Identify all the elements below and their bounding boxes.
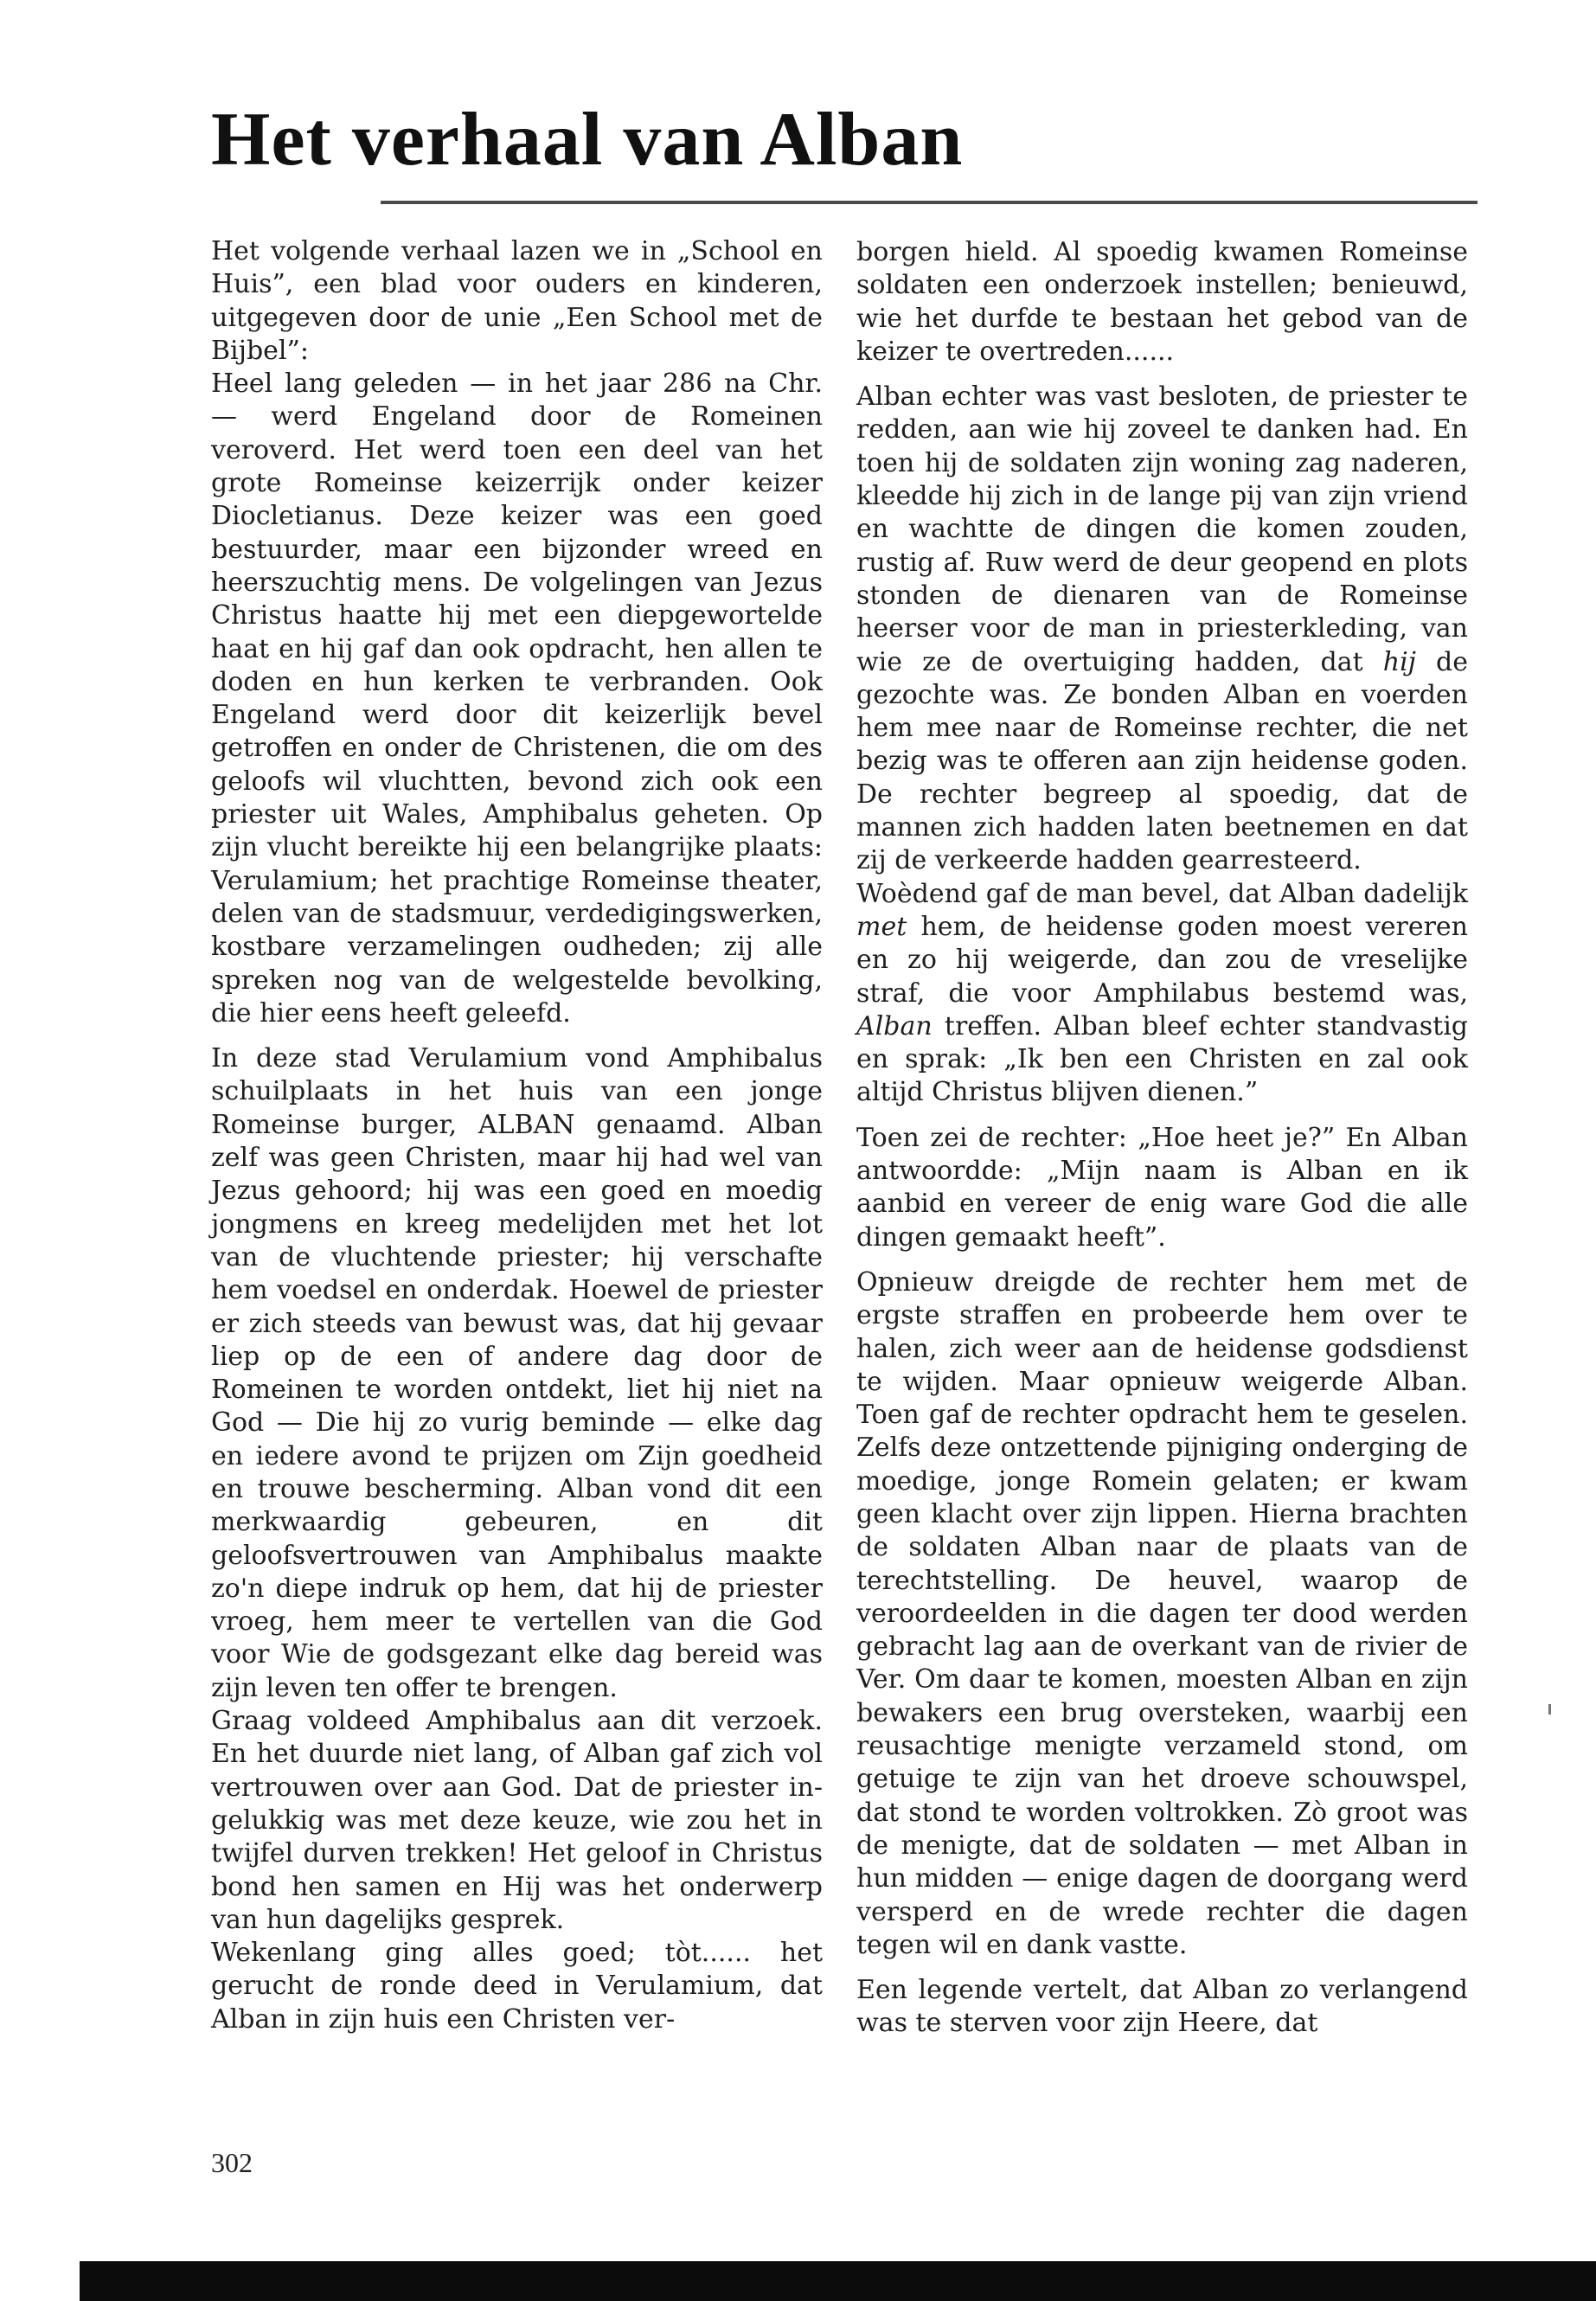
emphasis-text: met bbox=[856, 911, 907, 942]
article-title: Het verhaal van Alban bbox=[211, 98, 964, 182]
scan-bottom-edge bbox=[80, 2261, 1596, 2301]
title-rule bbox=[381, 201, 1477, 204]
paragraph-order bbox=[856, 878, 1468, 1110]
paragraph-verulamium: In deze stad Verulamium vond Amphibalus schuilplaats in het huis van een jonge Romeinse burger, ALBAN genaamd. Alban zelf was geen Christen, maar hij had wel van Jezus gehoord; hij was een goed en moedig jongmens en kreeg medelijden met het lot van de vluchtende priester; hij verschafte hem voedsel en onderdak. Hoewel de priester er zich steeds van bewust was, dat hij gevaar liep op de een of andere dag door de Romeinen te worden ontdekt, liet hij niet na God — Die hij zo vurig beminde — elke dag en iedere avond te prijzen om Zijn goedheid en trouwe bescherming. Alban vond dit een merkwaardig gebeuren, en dit geloofsvertrouwen van Amphibalus maakte zo'n diepe indruk op hem, dat hij de priester vroeg, hem meer te vertellen van die God voor Wie de godsgezant elke dag bereid was zijn leven ten offer te brengen. bbox=[211, 1043, 823, 1703]
paragraph-intro: Het volgende verhaal lazen we in „School en Huis”, een blad voor ouders en kinderen, uitgegeven door de unie „Een School met de Bijbel”: bbox=[211, 236, 823, 366]
paragraph-disguise bbox=[856, 381, 1468, 877]
right-column bbox=[856, 236, 1468, 2041]
paragraph-rumour: Wekenlang ging alles goed; tòt...... het gerucht de ronde deed in Verulamium, dat Alban in zijn huis een Christen ver- bbox=[211, 1938, 823, 2035]
left-column bbox=[211, 235, 823, 2036]
emphasis-text: Alban bbox=[856, 1010, 933, 1042]
text-segment: de gezochte was. Ze bonden Alban en voerden hem mee naar de Romeinse rechter, die net bezig was te offeren aan zijn heidense goden. De rechter begreep al spoedig, dat de mannen zich hadden laten beetnemen en dat zij de verkeerde hadden gearresteerd. bbox=[856, 646, 1468, 876]
text-segment: Alban echter was vast besloten, de priester te redden, aan wie hij zoveel te danken had. En toen hij de soldaten zijn woning zag naderen, kleedde hij zich in de lange pij van zijn vriend en wachtte de dingen die komen zouden, rustig af. Ruw werd de deur geopend en plots stonden de dienaren van de Romeinse heerser voor de man in priesterkleding, van wie ze de overtuiging hadden, dat bbox=[856, 381, 1468, 677]
emphasis-text: hij bbox=[1382, 646, 1416, 677]
paragraph-legend: Een legende vertelt, dat Alban zo verlangend was te sterven voor zijn Heere, dat bbox=[856, 1975, 1468, 2039]
paragraph-name: Toen zei de rechter: „Hoe heet je?” En Alban antwoordde: „Mijn naam is Alban en ik aanbid en vereer de enig ware God die alle dingen gemaakt heeft”. bbox=[856, 1122, 1468, 1253]
paragraph-execution: Opnieuw dreigde de rechter hem met de ergste straffen en probeerde hem over te halen, zich weer aan de heidense godsdienst te wijden. Maar opnieuw weigerde Alban. Toen gaf de rechter opdracht hem te geselen. Zelfs deze ontzettende pijniging onderging de moedige, jonge Romein gelaten; er kwam geen klacht over zijn lippen. Hierna brachten de soldaten Alban naar de plaats van de terechtstelling. De heuvel, waarop de veroordeelden in die dagen ter dood werden gebracht lag aan de overkant van de rivier de Ver. Om daar te komen, moesten Alban en zijn bewakers een brug oversteken, waarbij een reusachtige menigte verzameld stond, om getuige te zijn van het droeve schouwspel, dat stond te worden voltrokken. Zò groot was de menigte, dat de soldaten — met Alban in hun midden — enige dagen de doorgang werd versperd en de wrede rechter die dagen tegen wil en dank vastte. bbox=[856, 1266, 1468, 1960]
text-segment: Woèdend gaf de man bevel, dat Alban dadelijk bbox=[856, 878, 1468, 909]
paragraph-faith: Graag voldeed Amphibalus aan dit verzoek. En het duurde niet lang, of Alban gaf zich vol vertrouwen over aan God. Dat de priester in-gelukkig was met deze keuze, wie zou het in twijfel durven trekken! Het geloof in Christus bond hen samen en Hij was het onderwerp van hun dagelijks gesprek. bbox=[211, 1706, 823, 1935]
text-segment: hem, de heidense goden moest vereren en zo hij weigerde, dan zou de vreselijke straf, die voor Amphilabus bestemd was, bbox=[856, 911, 1468, 1009]
scan-speck bbox=[1548, 1704, 1551, 1715]
page-number: 302 bbox=[211, 2147, 253, 2178]
text-segment: treffen. Alban bleef echter standvastig en sprak: „Ik ben een Christen en zal ook altijd Christus blijven dienen.” bbox=[856, 1010, 1468, 1108]
paragraph-history: Heel lang geleden — in het jaar 286 na Chr. — werd Engeland door de Romeinen veroverd. Het werd toen een deel van het grote Romeinse keizerrijk onder keizer Diocletianus. Deze keizer was een goed bestuurder, maar een bijzonder wreed en heerszuchtig mens. De volgelingen van Jezus Christus haatte hij met een diepgewortelde haat en hij gaf dan ook opdracht, hen allen te doden en hun kerken te verbranden. Ook Engeland werd door dit keizerlijk bevel getroffen en onder de Christenen, die om des geloofs wil vluchtten, bevond zich ook een priester uit Wales, Amphibalus geheten. Op zijn vlucht bereikte hij een belangrijke plaats: Verulamium; het prachtige Romeinse theater, delen van de stadsmuur, verdedigingswerken, kostbare verzamelingen oudheden; zij alle spreken nog van de welgestelde bevolking, die hier eens heeft geleefd. bbox=[211, 369, 823, 1029]
paragraph-soldiers: borgen hield. Al spoedig kwamen Romeinse soldaten een onderzoek instellen; benieuwd, wie het durfde te bestaan het gebod van de keizer te overtreden...... bbox=[856, 237, 1468, 367]
